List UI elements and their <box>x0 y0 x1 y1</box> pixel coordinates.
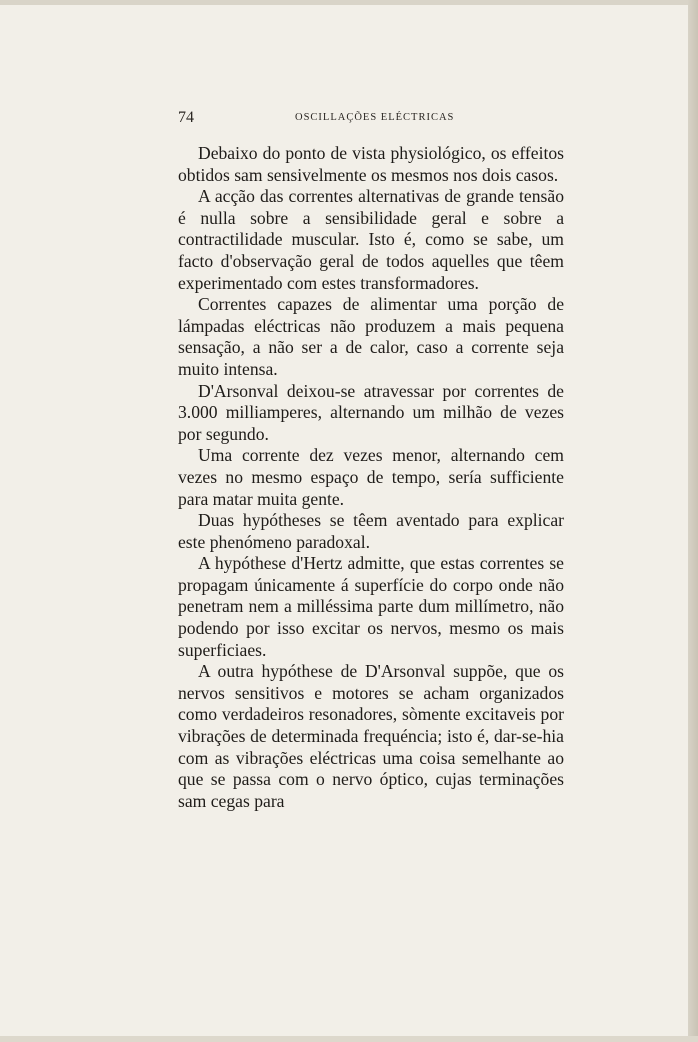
paragraph: D'Arsonval deixou-se atravessar por correntes de 3.000 milliamperes, alternando um milhão de vezes por segundo. <box>178 380 564 444</box>
paragraph: Debaixo do ponto de vista physiológico, os effeitos obtidos sam sensivelmente os mesmos nos dois casos. <box>178 143 564 185</box>
paragraph: A hypóthese d'Hertz admitte, que estas correntes se propagam únicamente á superfície do corpo onde não penetram nem a milléssima parte dum millímetro, não podendo por isso excitar os nervos, mesmo os mais superficiaes. <box>178 553 564 660</box>
body-text <box>178 143 564 812</box>
page-right-edge <box>688 0 698 1042</box>
paragraph: A acção das correntes alternativas de grande tensão é nulla sobre a sensibilidade geral e sobre a contractilidade muscular. Isto é, como se sabe, um facto d'observação geral de todos aquelles que têem experimentado com estes transformadores. <box>178 186 564 293</box>
page-number: 74 <box>178 109 194 126</box>
running-header <box>178 109 566 129</box>
running-title: OSCILLAÇÕES ELÉCTRICAS <box>295 112 455 123</box>
paragraph: Duas hypótheses se têem aventado para explicar este phenómeno paradoxal. <box>178 510 564 552</box>
paragraph: Correntes capazes de alimentar uma porção de lámpadas eléctricas não produzem a mais pequena sensação, a não ser a de calor, caso a corrente seja muito intensa. <box>178 294 564 379</box>
page-bottom-edge <box>0 1036 698 1042</box>
page-top-edge <box>0 0 698 5</box>
paragraph: A outra hypóthese de D'Arsonval suppõe, que os nervos sensitivos e motores se acham organizados como verdadeiros resonadores, sòmente excitaveis por vibrações de determinada frequéncia; isto é, dar-se-hia com as vibrações eléctricas uma coisa semelhante ao que se passa com o nervo óptico, cujas terminações sam cegas para <box>178 661 564 811</box>
paragraph: Uma corrente dez vezes menor, alternando cem vezes no mesmo espaço de tempo, sería sufficiente para matar muita gente. <box>178 445 564 509</box>
